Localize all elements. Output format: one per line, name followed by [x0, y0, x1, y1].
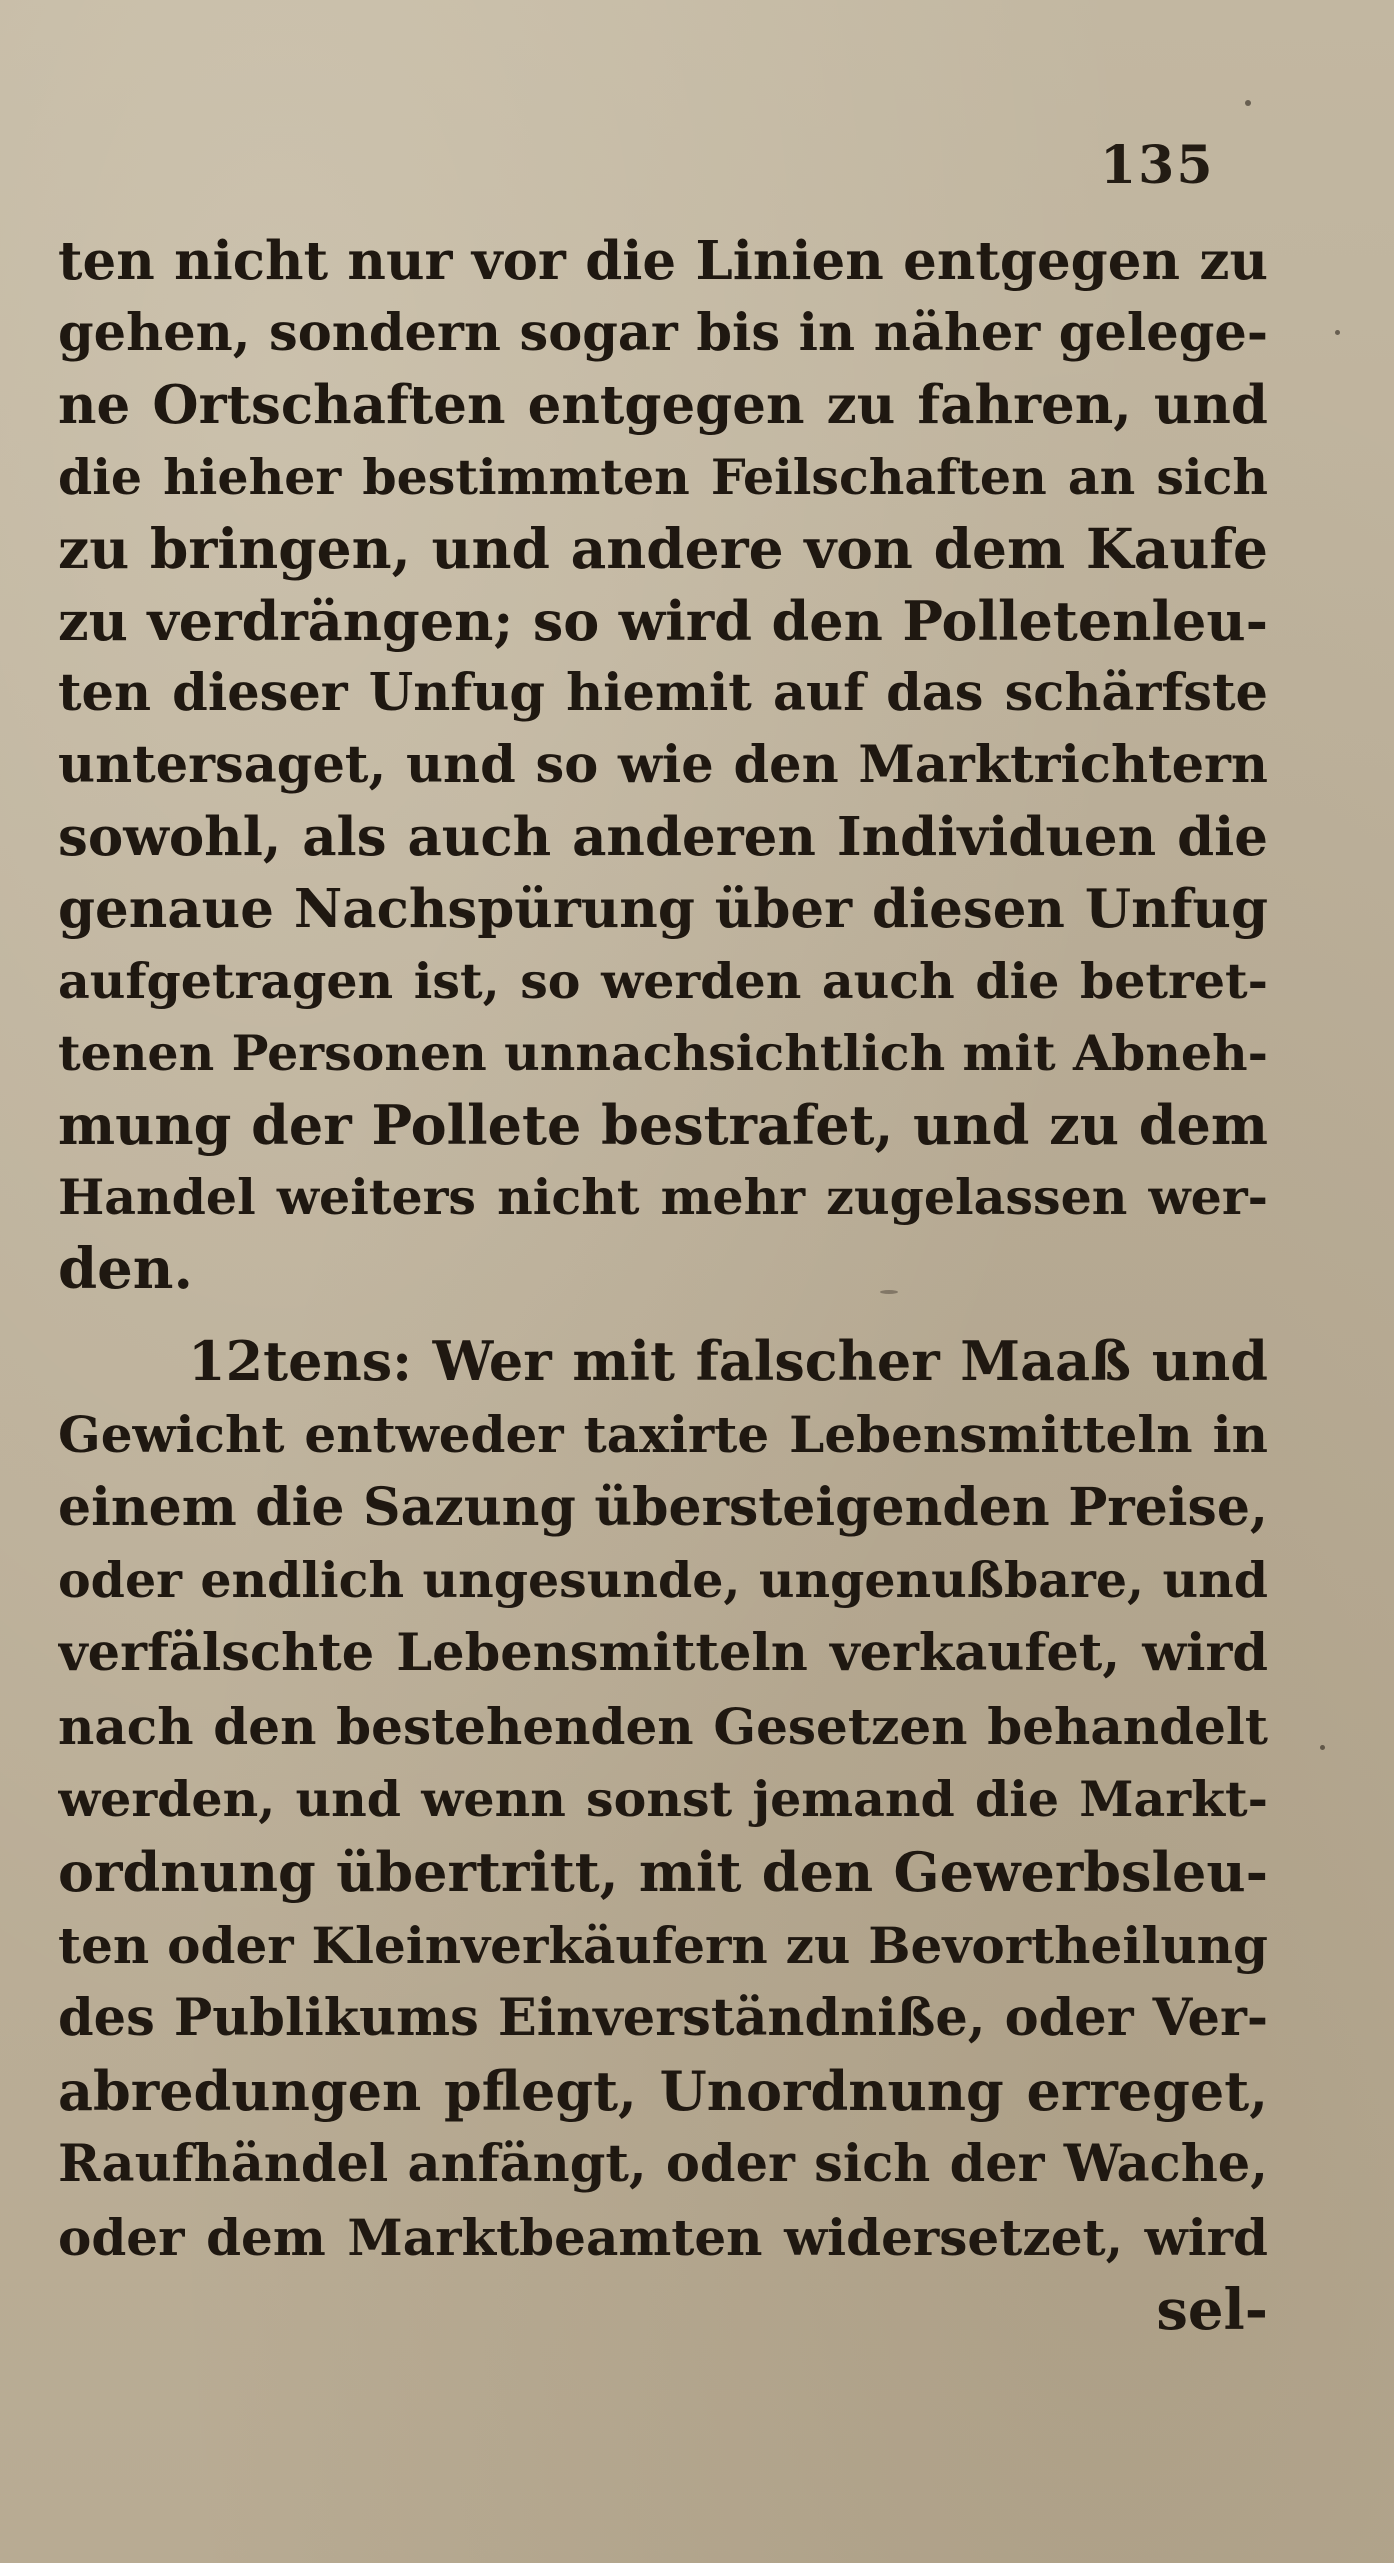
- ink-speck: [1335, 330, 1340, 335]
- text-line: ne Ortschaften entgegen zu fahren, und: [58, 374, 1268, 436]
- text-line: abredungen pflegt, Unordnung erreget,: [58, 2059, 1268, 2123]
- text-line: Raufhändel anfängt, oder sich der Wache,: [58, 2134, 1268, 2194]
- ink-speck: [1245, 100, 1251, 106]
- ink-speck: [1320, 1745, 1325, 1750]
- text-line: zu verdrängen; so wird den Polletenleu-: [58, 589, 1268, 653]
- text-line: mung der Pollete bestrafet, und zu dem: [58, 1093, 1268, 1157]
- page-number: 135: [1100, 135, 1215, 196]
- text-line: ten dieser Unfug hiemit auf das schärfste: [58, 663, 1268, 723]
- paragraph-continued: [58, 225, 1268, 1305]
- text-line: nach den bestehenden Gesetzen behandelt: [58, 1697, 1268, 1756]
- paragraph-12tens: [58, 1325, 1268, 2347]
- text-line: untersaget, und so wie den Marktrichtern: [58, 735, 1268, 795]
- text-line: 12tens: Wer mit falscher Maaß und: [188, 1329, 1268, 1393]
- text-line: oder endlich ungesunde, ungenußbare, und: [58, 1551, 1268, 1609]
- text-line: ten oder Kleinverkäufern zu Bevortheilung: [58, 1916, 1268, 1975]
- text-line: den.: [58, 1236, 193, 1302]
- text-line: tenen Personen unnachsichtlich mit Abneh-: [58, 1024, 1268, 1082]
- text-line: einem die Sazung übersteigenden Preise,: [58, 1477, 1268, 1538]
- text-line: gehen, sondern sogar bis in näher gelege-: [58, 303, 1268, 363]
- catchword: sel-: [1156, 2277, 1268, 2343]
- text-line: des Publikums Einverständniße, oder Ver-: [58, 1988, 1268, 2048]
- ink-speck: [880, 1290, 898, 1294]
- text-line: Gewicht entweder taxirte Lebensmitteln in: [58, 1405, 1268, 1464]
- text-line: aufgetragen ist, so werden auch die betret-: [58, 952, 1268, 1010]
- text-line: ten nicht nur vor die Linien entgegen zu: [58, 230, 1268, 292]
- text-line: die hieher bestimmten Feilschaften an sich: [58, 448, 1268, 506]
- text-line: genaue Nachspürung über diesen Unfug: [58, 878, 1268, 940]
- text-line: verfälschte Lebensmitteln verkaufet, wird: [58, 1623, 1268, 1683]
- text-line: oder dem Marktbeamten widersetzet, wird: [58, 2208, 1268, 2267]
- text-line: ordnung übertritt, mit den Gewerbsleu-: [58, 1840, 1268, 1904]
- text-line: Handel weiters nicht mehr zugelassen wer-: [58, 1168, 1268, 1226]
- text-line: sowohl, als auch anderen Individuen die: [58, 806, 1268, 868]
- text-line: zu bringen, und andere von dem Kaufe: [58, 516, 1268, 581]
- text-line: werden, und wenn sonst jemand die Markt-: [58, 1770, 1268, 1828]
